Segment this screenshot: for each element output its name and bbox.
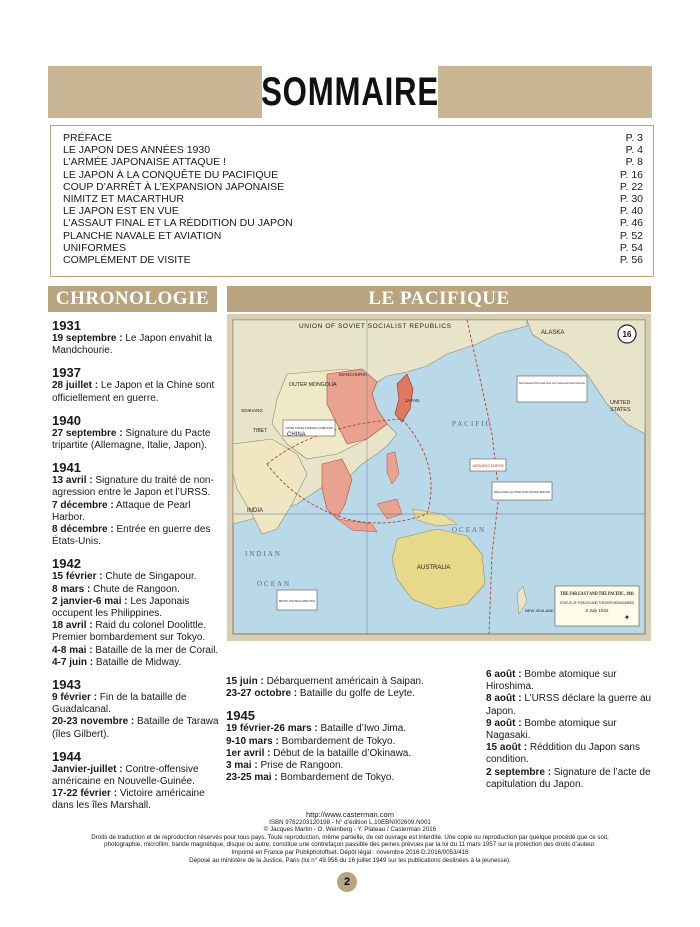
chronology-entry	[52, 645, 222, 657]
entry-text: Bombardement de Tokyo.	[277, 772, 395, 784]
chronology-entry	[52, 657, 222, 669]
map-label-tibet: TIBET	[253, 428, 268, 434]
map-legend-subtitle: STATUS OF FORCES AND THEATER BOUNDARIES	[560, 600, 635, 605]
toc-row	[63, 193, 643, 205]
entry-text: Signature du Pacte tripartite (Allemagne, Italie, Japon).	[52, 427, 211, 452]
chronology-entry	[226, 748, 442, 760]
entry-date: 4-8 mai :	[52, 644, 93, 656]
chronology-entry	[52, 596, 222, 620]
toc-row	[63, 205, 643, 217]
entry-text: Bombe atomique sur Nagasaki.	[486, 717, 617, 742]
toc-label: UNIFORMES	[63, 241, 126, 254]
toc-row	[63, 181, 643, 193]
toc-label: LE JAPON DES ANNÉES 1930	[63, 144, 211, 157]
entry-date: 13 avril :	[52, 475, 93, 487]
map-label-australia: AUSTRALIA	[417, 565, 451, 571]
entry-date: 8 août :	[486, 693, 522, 705]
chronology-entry	[52, 584, 222, 596]
map-label-ocean-s: OCEAN	[257, 580, 292, 588]
pacific-map	[227, 314, 651, 641]
toc-page: P. 54	[619, 241, 643, 254]
chronology-entry	[52, 524, 222, 548]
entry-date: 15 février :	[52, 571, 103, 583]
toc-page: P. 46	[619, 217, 643, 230]
chronology-entry	[486, 767, 652, 791]
entry-date: 2 septembre :	[486, 766, 552, 778]
chronology-entry	[52, 620, 222, 644]
map-label-usa-1: UNITED	[610, 400, 631, 406]
page-number: 2	[337, 872, 357, 892]
entry-date: 23-27 octobre :	[226, 688, 298, 700]
credits	[70, 811, 630, 864]
year-heading: 1937	[52, 365, 81, 381]
entry-text: Signature de l’acte de capitulation du Japon.	[486, 766, 651, 790]
entry-text: Réddition du Japon sans condition.	[486, 742, 640, 766]
entry-date: 8 mars :	[52, 583, 91, 595]
entry-text: Contre-offensive américaine en Nouvelle-Guinée.	[52, 763, 199, 788]
map-label-china: CHINA	[287, 432, 306, 438]
year-heading: 1945	[226, 708, 255, 724]
chronology-entry	[486, 742, 652, 766]
entry-date: 27 septembre :	[52, 427, 123, 439]
map-label-manchuria: MANCHURIA	[339, 372, 367, 377]
toc-row	[63, 169, 643, 181]
toc-label: L’ASSAUT FINAL ET LA RÉDDITION DU JAPON	[63, 217, 293, 230]
entry-date: 6 août :	[486, 669, 522, 680]
entry-text: Bataille du golfe de Leyte.	[297, 688, 416, 700]
toc-page: P. 40	[619, 205, 643, 218]
map-box-japanese-empire: JAPANESE EMPIRE	[472, 464, 504, 468]
toc-label: L’ARMÉE JAPONAISE ATTAQUE !	[63, 156, 226, 169]
toc-row	[63, 217, 643, 229]
year-heading: 1931	[52, 318, 81, 333]
map-legend-title: THE FAR EAST AND THE PACIFIC, 1941	[560, 591, 635, 597]
entry-date: 19 septembre :	[52, 333, 123, 344]
chronology-entry	[52, 380, 222, 404]
entry-text: Bataille d’Iwo Jima.	[317, 723, 407, 735]
chronology-entry	[226, 760, 442, 772]
map-label-ocean-n: OCEAN	[452, 526, 487, 534]
svg-text:✦: ✦	[623, 613, 631, 622]
entry-text: Bataille de Tarawa (îles Gilbert).	[52, 716, 219, 740]
entry-text: Bombe atomique sur Hiroshima.	[486, 669, 617, 693]
pacifique-heading: LE PACIFIQUE	[227, 286, 651, 312]
toc-label: NIMITZ ET MACARTHUR	[63, 193, 184, 205]
chronology-entry	[52, 475, 222, 499]
entry-date: Janvier-juillet :	[52, 763, 123, 775]
entry-text: Débarquement américain à Saipan.	[263, 676, 424, 687]
publisher-url: http://www.casterman.com	[306, 810, 394, 819]
toc-row	[63, 144, 643, 156]
chronology-entry	[52, 716, 222, 740]
toc-label: PLANCHE NAVALE ET AVIATION	[63, 229, 222, 242]
entry-text: Bombardement de Tokyo.	[278, 735, 396, 747]
toc-row	[63, 132, 643, 144]
chronology-entry	[226, 676, 442, 688]
map-box-abda: ABDA and SWPA under UNITED STATES STRATEGIC DIRECTION	[494, 490, 550, 494]
toc-page: P. 52	[619, 229, 643, 242]
entry-date: 9-10 mars :	[226, 735, 279, 747]
toc-row	[63, 254, 643, 266]
toc-page: P. 8	[625, 156, 643, 169]
entry-text: L’URSS déclare la guerre au Japon.	[486, 693, 652, 717]
map-label-nz: NEW ZEALAND	[525, 608, 554, 613]
toc-page: P. 16	[619, 168, 643, 181]
map-graphic	[227, 314, 651, 641]
entry-text: Prise de Rangoon.	[257, 760, 344, 772]
chronology-entry	[226, 688, 442, 700]
entry-date: 1er avril :	[226, 747, 271, 759]
chronology-entry	[52, 333, 222, 357]
rights-line-1: Droits de traduction et de reproduction réservés pour tous pays. Toute reproduction, même partielle, de cet ouvrage est interdite. Une copie ou reproduction par quelque procédé que ce soit,	[91, 833, 609, 841]
toc-page: P. 4	[625, 144, 643, 157]
map-legend-date: 2 July 1942	[585, 608, 609, 613]
chronology-entry	[52, 571, 222, 583]
year-heading: 1940	[52, 412, 81, 428]
toc-label: LE JAPON À LA CONQUÊTE DU PACIFIQUE	[63, 168, 279, 181]
entry-date: 4-7 juin :	[52, 656, 94, 668]
entry-date: 15 juin :	[226, 676, 264, 687]
entry-date: 15 août :	[486, 742, 528, 754]
chronology-entry	[52, 764, 222, 788]
chronology-entry	[226, 723, 442, 735]
entry-text: Le Japon envahit la Mandchourie.	[52, 333, 213, 357]
entry-text: Les Japonais occupent les Philippines.	[52, 595, 190, 620]
deposit-line: Déposé au ministère de la Justice, Paris (loi n° 49.956 du 16 juillet 1949 sur les publications destinées à la jeunesse).	[189, 856, 511, 864]
entry-date: 7 décembre :	[52, 499, 114, 511]
chronology-column-2	[226, 676, 442, 784]
entry-date: 9 août :	[486, 717, 522, 729]
table-of-contents	[50, 125, 654, 277]
year-heading: 1943	[52, 677, 81, 693]
toc-row	[63, 242, 643, 254]
entry-date: 17-22 février :	[52, 788, 118, 800]
map-label-usa-2: STATES	[610, 407, 631, 413]
toc-label: PRÉFACE	[63, 132, 113, 144]
entry-text: Le Japon et la Chine sont officiellement en guerre.	[52, 380, 215, 404]
map-label-mongolia: OUTER MONGOLIA	[289, 382, 337, 388]
entry-date: 23-25 mai :	[226, 772, 278, 784]
chronology-entry	[226, 772, 442, 784]
toc-row	[63, 230, 643, 242]
map-label-pacific: PACIFIC	[452, 420, 493, 428]
chronologie-heading: CHRONOLOGIE	[48, 286, 217, 312]
entry-text: Entrée en guerre des États-Unis.	[52, 524, 211, 548]
toc-page: P. 30	[619, 193, 643, 205]
entry-text: Bataille de Midway.	[93, 656, 182, 668]
entry-text: Victoire américaine dans les îles Marshall.	[52, 788, 205, 812]
page-title: SOMMAIRE	[261, 70, 439, 114]
entry-date: 8 décembre :	[52, 524, 114, 536]
print-line: Imprimé en France par Publiphotoffset. Dépôt légal : novembre 2016 D.2016/0053/416	[231, 848, 469, 856]
rights-line-2: photographie, microfilm, bande magnétique, disque ou autre, constitue une contrefaçon passible des peines prévues par la loi du 11 mars 1957 sur la protection des droits d’auteur.	[104, 841, 596, 849]
entry-date: 2 janvier-6 mai :	[52, 595, 128, 607]
entry-text: Bataille de la mer de Corail.	[92, 644, 219, 656]
chronology-entry	[226, 736, 442, 748]
map-label-sinkiang: SINKIANG	[241, 408, 263, 413]
entry-date: 3 mai :	[226, 760, 258, 772]
copyright-line: © Jacques Martin - O. Weinberg - Y. Plateau / Casterman 2016	[263, 826, 437, 834]
entry-text: Chute de Singapour.	[102, 571, 197, 583]
year-heading: 1944	[52, 748, 81, 764]
map-title-label: UNION OF SOVIET SOCIALIST REPUBLICS	[299, 323, 452, 330]
toc-label: COMPLÉMENT DE VISITE	[63, 254, 191, 266]
entry-date: 20-23 novembre :	[52, 716, 135, 728]
entry-text: Raid du colonel Doolittle. Premier bombardement sur Tokyo.	[52, 620, 206, 644]
chronology-entry	[52, 692, 222, 716]
map-box-poa: Pacific Ocean Area (POA) included Central, South, Southeast and Northern Pacific Areas	[519, 381, 586, 385]
chronology-column-1	[52, 318, 222, 813]
map-label-japan: JAPAN	[405, 398, 420, 403]
year-heading: 1942	[52, 556, 81, 572]
chronology-entry	[486, 693, 652, 717]
isbn-line: ISBN 9782203120198 - N° d’édition L.10EBN002609.N001	[269, 818, 431, 826]
entry-date: 18 avril :	[52, 620, 93, 632]
toc-page: P. 22	[619, 180, 643, 193]
entry-text: Attaque de Pearl Harbor.	[52, 499, 191, 523]
entry-date: 28 juillet :	[52, 380, 99, 392]
map-box-us-direction: UNITED STATES STRATEGIC DIRECTION	[285, 426, 333, 430]
toc-page: P. 3	[625, 132, 643, 144]
year-heading: 1941	[52, 460, 81, 476]
chronology-entry	[52, 788, 222, 812]
map-label-alaska: ALASKA	[541, 330, 565, 336]
entry-text: Début de la bataille d’Okinawa.	[270, 747, 412, 759]
chronology-column-3	[486, 669, 652, 791]
toc-label: COUP D’ARRÊT À L’EXPANSION JAPONAISE	[63, 180, 285, 193]
map-box-british: BRITISH STRATEGIC DIRECTION	[279, 599, 315, 603]
chronology-entry	[52, 500, 222, 524]
toc-label: LE JAPON EST EN VUE	[63, 205, 179, 218]
map-number: 16	[622, 330, 632, 339]
chronology-entry	[486, 718, 652, 742]
toc-row	[63, 156, 643, 168]
entry-date: 19 février-26 mars :	[226, 723, 318, 735]
chronology-entry	[52, 428, 222, 452]
entry-text: Signature du traité de non-agression entre le Japon et l’URSS.	[52, 475, 214, 499]
map-label-indian: INDIAN	[245, 550, 282, 558]
chronology-entry	[486, 669, 652, 693]
entry-date: 9 février :	[52, 692, 98, 704]
toc-page: P. 56	[619, 254, 643, 266]
map-label-india: INDIA	[247, 508, 264, 514]
entry-text: Chute de Rangoon.	[90, 583, 180, 595]
entry-text: Fin de la bataille de Guadalcanal.	[52, 692, 187, 716]
